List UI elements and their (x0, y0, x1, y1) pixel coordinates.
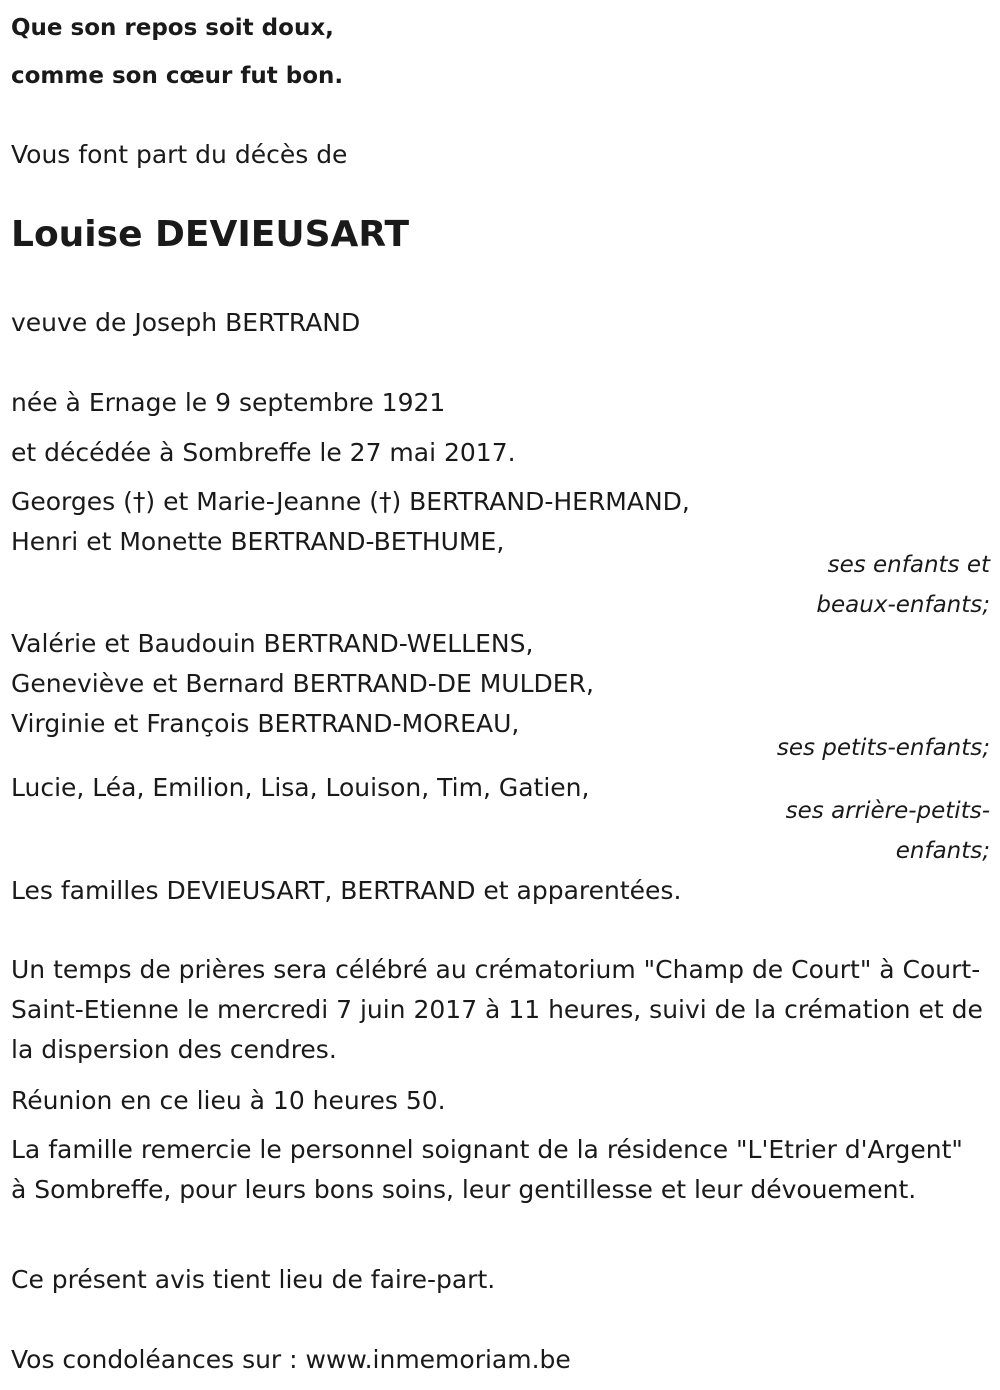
children-role-1: ses enfants et (827, 552, 990, 578)
great-grandchildren-role-1: ses arrière-petits- (785, 798, 990, 824)
epitaph-line-1: Que son repos soit doux, (11, 15, 334, 41)
great-grandchildren-role-2: enfants; (895, 838, 990, 864)
deceased-name: Louise DEVIEUSART (11, 214, 410, 255)
children-line-2: Henri et Monette BERTRAND-BETHUME, (11, 527, 505, 556)
epitaph-line-2: comme son cœur fut bon. (11, 63, 344, 89)
prayer-paragraph: Un temps de prières sera célébré au crématorium "Champ de Court" à Court-Saint-Etienne le mercredi 7 juin 2017 à 11 heures, suivi de la crémation et de la dispersion des cendres. (11, 955, 983, 1064)
grandchildren-line-1: Valérie et Baudouin BERTRAND-WELLENS, (11, 629, 534, 658)
notice-text: Ce présent avis tient lieu de faire-part. (11, 1265, 496, 1294)
grandchildren-line-3: Virginie et François BERTRAND-MOREAU, (11, 709, 520, 738)
thanks-paragraph: La famille remercie le personnel soignant de la résidence "L'Etrier d'Argent" à Sombreffe, pour leurs bons soins, leur gentillesse et leur dévouement. (11, 1135, 963, 1204)
children-role-2: beaux-enfants; (816, 592, 990, 618)
meeting-text: Réunion en ce lieu à 10 heures 50. (11, 1086, 446, 1115)
intro-text: Vous font part du décès de (11, 140, 348, 169)
great-grandchildren-line: Lucie, Léa, Emilion, Lisa, Louison, Tim, Gatien, (11, 773, 590, 802)
children-line-1: Georges (†) et Marie-Jeanne (†) BERTRAND-HERMAND, (11, 487, 690, 516)
birth-text: née à Ernage le 9 septembre 1921 (11, 388, 446, 417)
spouse-text: veuve de Joseph BERTRAND (11, 308, 361, 337)
extended-family: Les familles DEVIEUSART, BERTRAND et apparentées. (11, 876, 682, 905)
death-text: et décédée à Sombreffe le 27 mai 2017. (11, 438, 516, 467)
grandchildren-role: ses petits-enfants; (776, 735, 990, 761)
condolences-text: Vos condoléances sur : www.inmemoriam.be (11, 1345, 571, 1374)
grandchildren-line-2: Geneviève et Bernard BERTRAND-DE MULDER, (11, 669, 594, 698)
